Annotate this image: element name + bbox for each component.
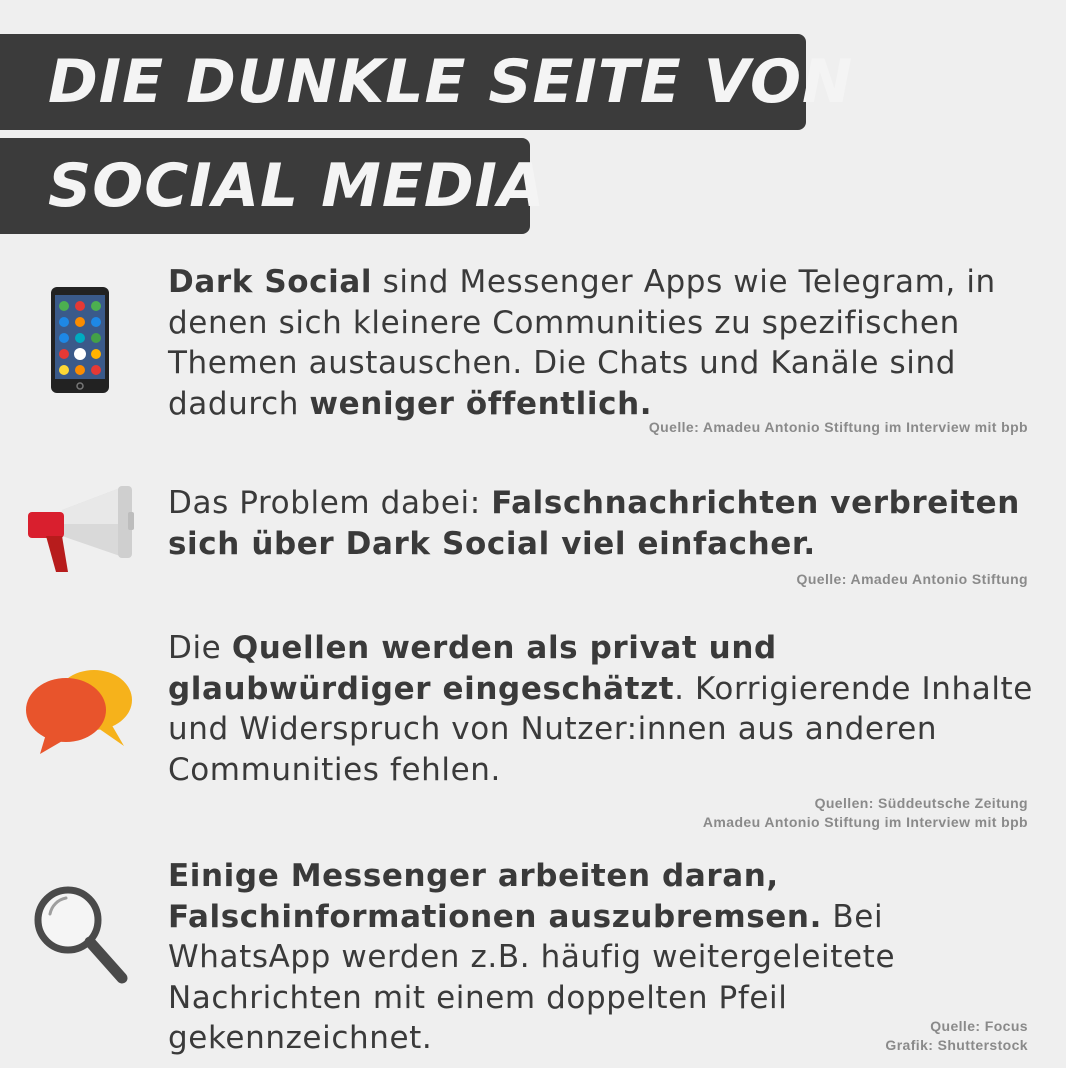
magnifier-icon xyxy=(32,884,132,992)
section-3-source xyxy=(703,794,1028,832)
smartphone-icon xyxy=(50,286,110,398)
title-banner-line2 xyxy=(0,138,546,234)
megaphone-icon xyxy=(24,484,136,580)
title-line1: DIE DUNKLE SEITE VON xyxy=(48,47,854,117)
section-1-source xyxy=(649,418,1028,437)
section-2-part-1: Das Problem dabei: xyxy=(168,485,492,521)
section-3-part-3: . Korrigierende Inhalte und Widerspruch von Nutzer:innen aus anderen Communities fehlen. xyxy=(168,670,1033,788)
section-1-part-3: weniger öffentlich. xyxy=(309,385,653,422)
section-3-text xyxy=(168,628,1048,790)
source-line: Grafik: Shutterstock xyxy=(885,1037,1028,1053)
chat-bubbles-icon xyxy=(24,666,136,760)
source-line: Quelle: Amadeu Antonio Stiftung im Interview mit bpb xyxy=(648,419,1028,435)
section-2-part-2: Falschnachrichten verbreiten sich über Dark Social viel einfacher. xyxy=(168,485,1020,562)
section-4-part-1: Einige Messenger arbeiten daran, Falschinformationen auszubremsen. xyxy=(168,858,822,935)
source-line: Quelle: Focus xyxy=(930,1018,1028,1034)
section-1-part-1: Dark Social xyxy=(168,264,373,300)
section-4-source xyxy=(885,1017,1028,1055)
section-3-part-1: Die xyxy=(168,630,232,666)
section-2-source xyxy=(797,570,1028,589)
section-3-part-2: Quellen werden als privat und glaubwürdiger eingeschätzt xyxy=(168,630,777,707)
section-4-part-2: Bei WhatsApp werden z.B. häufig weitergeleitete Nachrichten mit einem doppelten Pfeil gekennzeichnet. xyxy=(168,898,896,1056)
source-line: Quellen: Süddeutsche Zeitung xyxy=(814,795,1028,811)
source-line: Quelle: Amadeu Antonio Stiftung xyxy=(796,571,1028,587)
source-line: Amadeu Antonio Stiftung im Interview mit bpb xyxy=(702,814,1028,830)
title-banner-line1 xyxy=(0,34,854,130)
title-line2: SOCIAL MEDIA xyxy=(48,151,546,221)
section-1-text xyxy=(168,262,1048,424)
section-1-part-2: sind Messenger Apps wie Telegram, in denen sich kleinere Communities zu spezifischen Themen austauschen. Die Chats und Kanäle sind dadurch xyxy=(168,264,996,422)
section-2-text xyxy=(168,483,1048,564)
